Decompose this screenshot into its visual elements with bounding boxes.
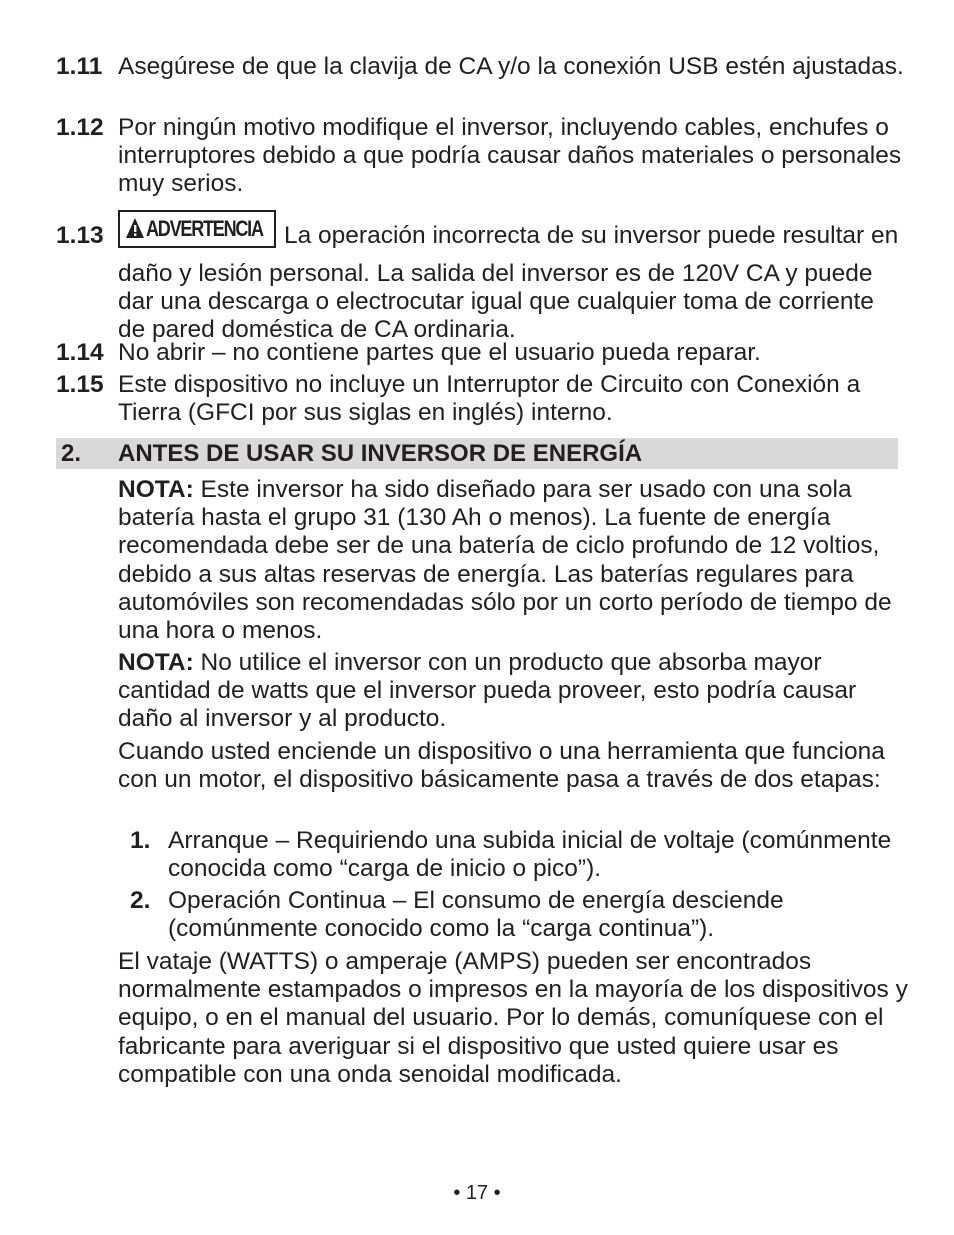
warning-badge: [118, 210, 276, 248]
item-1-13: [56, 216, 906, 345]
step-number: 1.: [130, 827, 151, 854]
section-number: 2.: [61, 440, 82, 467]
item-number: 1.11: [56, 53, 103, 80]
note-label: NOTA:: [118, 649, 194, 676]
section-heading: [56, 438, 898, 469]
step-number: 2.: [130, 887, 151, 914]
item-1-15: [56, 371, 906, 427]
warning-triangle-icon: [125, 217, 145, 239]
item-text: La operación incorrecta de su inversor puede resultar en daño y lesión personal. La salida del inversor es de 120V CA y puede dar una descarga o electrocutar igual que cualquier toma de corriente de pared doméstica de CA ordinaria.: [118, 222, 899, 344]
item-1-14: [56, 339, 906, 367]
step-text: Operación Continua – El consumo de energía desciende (comúnmente conocido como la “carga continua”).: [168, 887, 784, 943]
note-paragraph: [118, 476, 908, 645]
closing-paragraph: El vataje (WATTS) o amperaje (AMPS) pueden ser encontrados normalmente estampados o impresos en la mayoría de los dispositivos y equipo, o en el manual del usuario. Por lo demás, comuníquese con el fabricante para averiguar si el dispositivo que usted quiere usar es compatible con una onda senoidal modificada.: [118, 948, 908, 1088]
section-title: ANTES DE USAR SU INVERSOR DE ENERGÍA: [118, 440, 643, 467]
item-1-12: [56, 114, 906, 199]
note-paragraph: [118, 649, 908, 734]
note-text: Este inversor ha sido diseñado para ser usado con una sola batería hasta el grupo 31 (130 Ah o menos). La fuente de energía recomendada debe ser de una batería de ciclo profundo de 12 voltios, debido a sus altas reservas de energía. Las baterías regulares para automóviles son recomendadas sólo por un corto período de tiempo de una hora o menos.: [118, 476, 892, 645]
warning-label: ADVERTENCIA: [146, 216, 263, 241]
step-item: [130, 887, 910, 943]
item-number: 1.14: [56, 339, 104, 366]
item-1-11: [56, 53, 906, 81]
item-number: 1.13: [56, 222, 104, 249]
item-text: No abrir – no contiene partes que el usuario pueda reparar.: [118, 339, 761, 366]
note-text: No utilice el inversor con un producto que absorba mayor cantidad de watts que el inversor pueda proveer, esto podría causar daño al inversor y al producto.: [118, 649, 857, 733]
item-number: 1.12: [56, 114, 104, 141]
step-item: [130, 827, 910, 883]
item-text: Por ningún motivo modifique el inversor, incluyendo cables, enchufes o interruptores debido a que podría causar daños materiales o personales muy serios.: [118, 114, 902, 198]
note-label: NOTA:: [118, 476, 194, 503]
page-number: • 17 •: [453, 1182, 501, 1204]
intro-paragraph: Cuando usted enciende un dispositivo o una herramienta que funciona con un motor, el dispositivo básicamente pasa a través de dos etapas:: [118, 738, 885, 794]
item-text: Este dispositivo no incluye un Interruptor de Circuito con Conexión a Tierra (GFCI por sus siglas en inglés) interno.: [118, 371, 861, 427]
item-text: Asegúrese de que la clavija de CA y/o la conexión USB estén ajustadas.: [118, 53, 904, 80]
step-text: Arranque – Requiriendo una subida inicial de voltaje (comúnmente conocida como “carga de inicio o pico”).: [168, 827, 892, 883]
item-number: 1.15: [56, 371, 104, 398]
